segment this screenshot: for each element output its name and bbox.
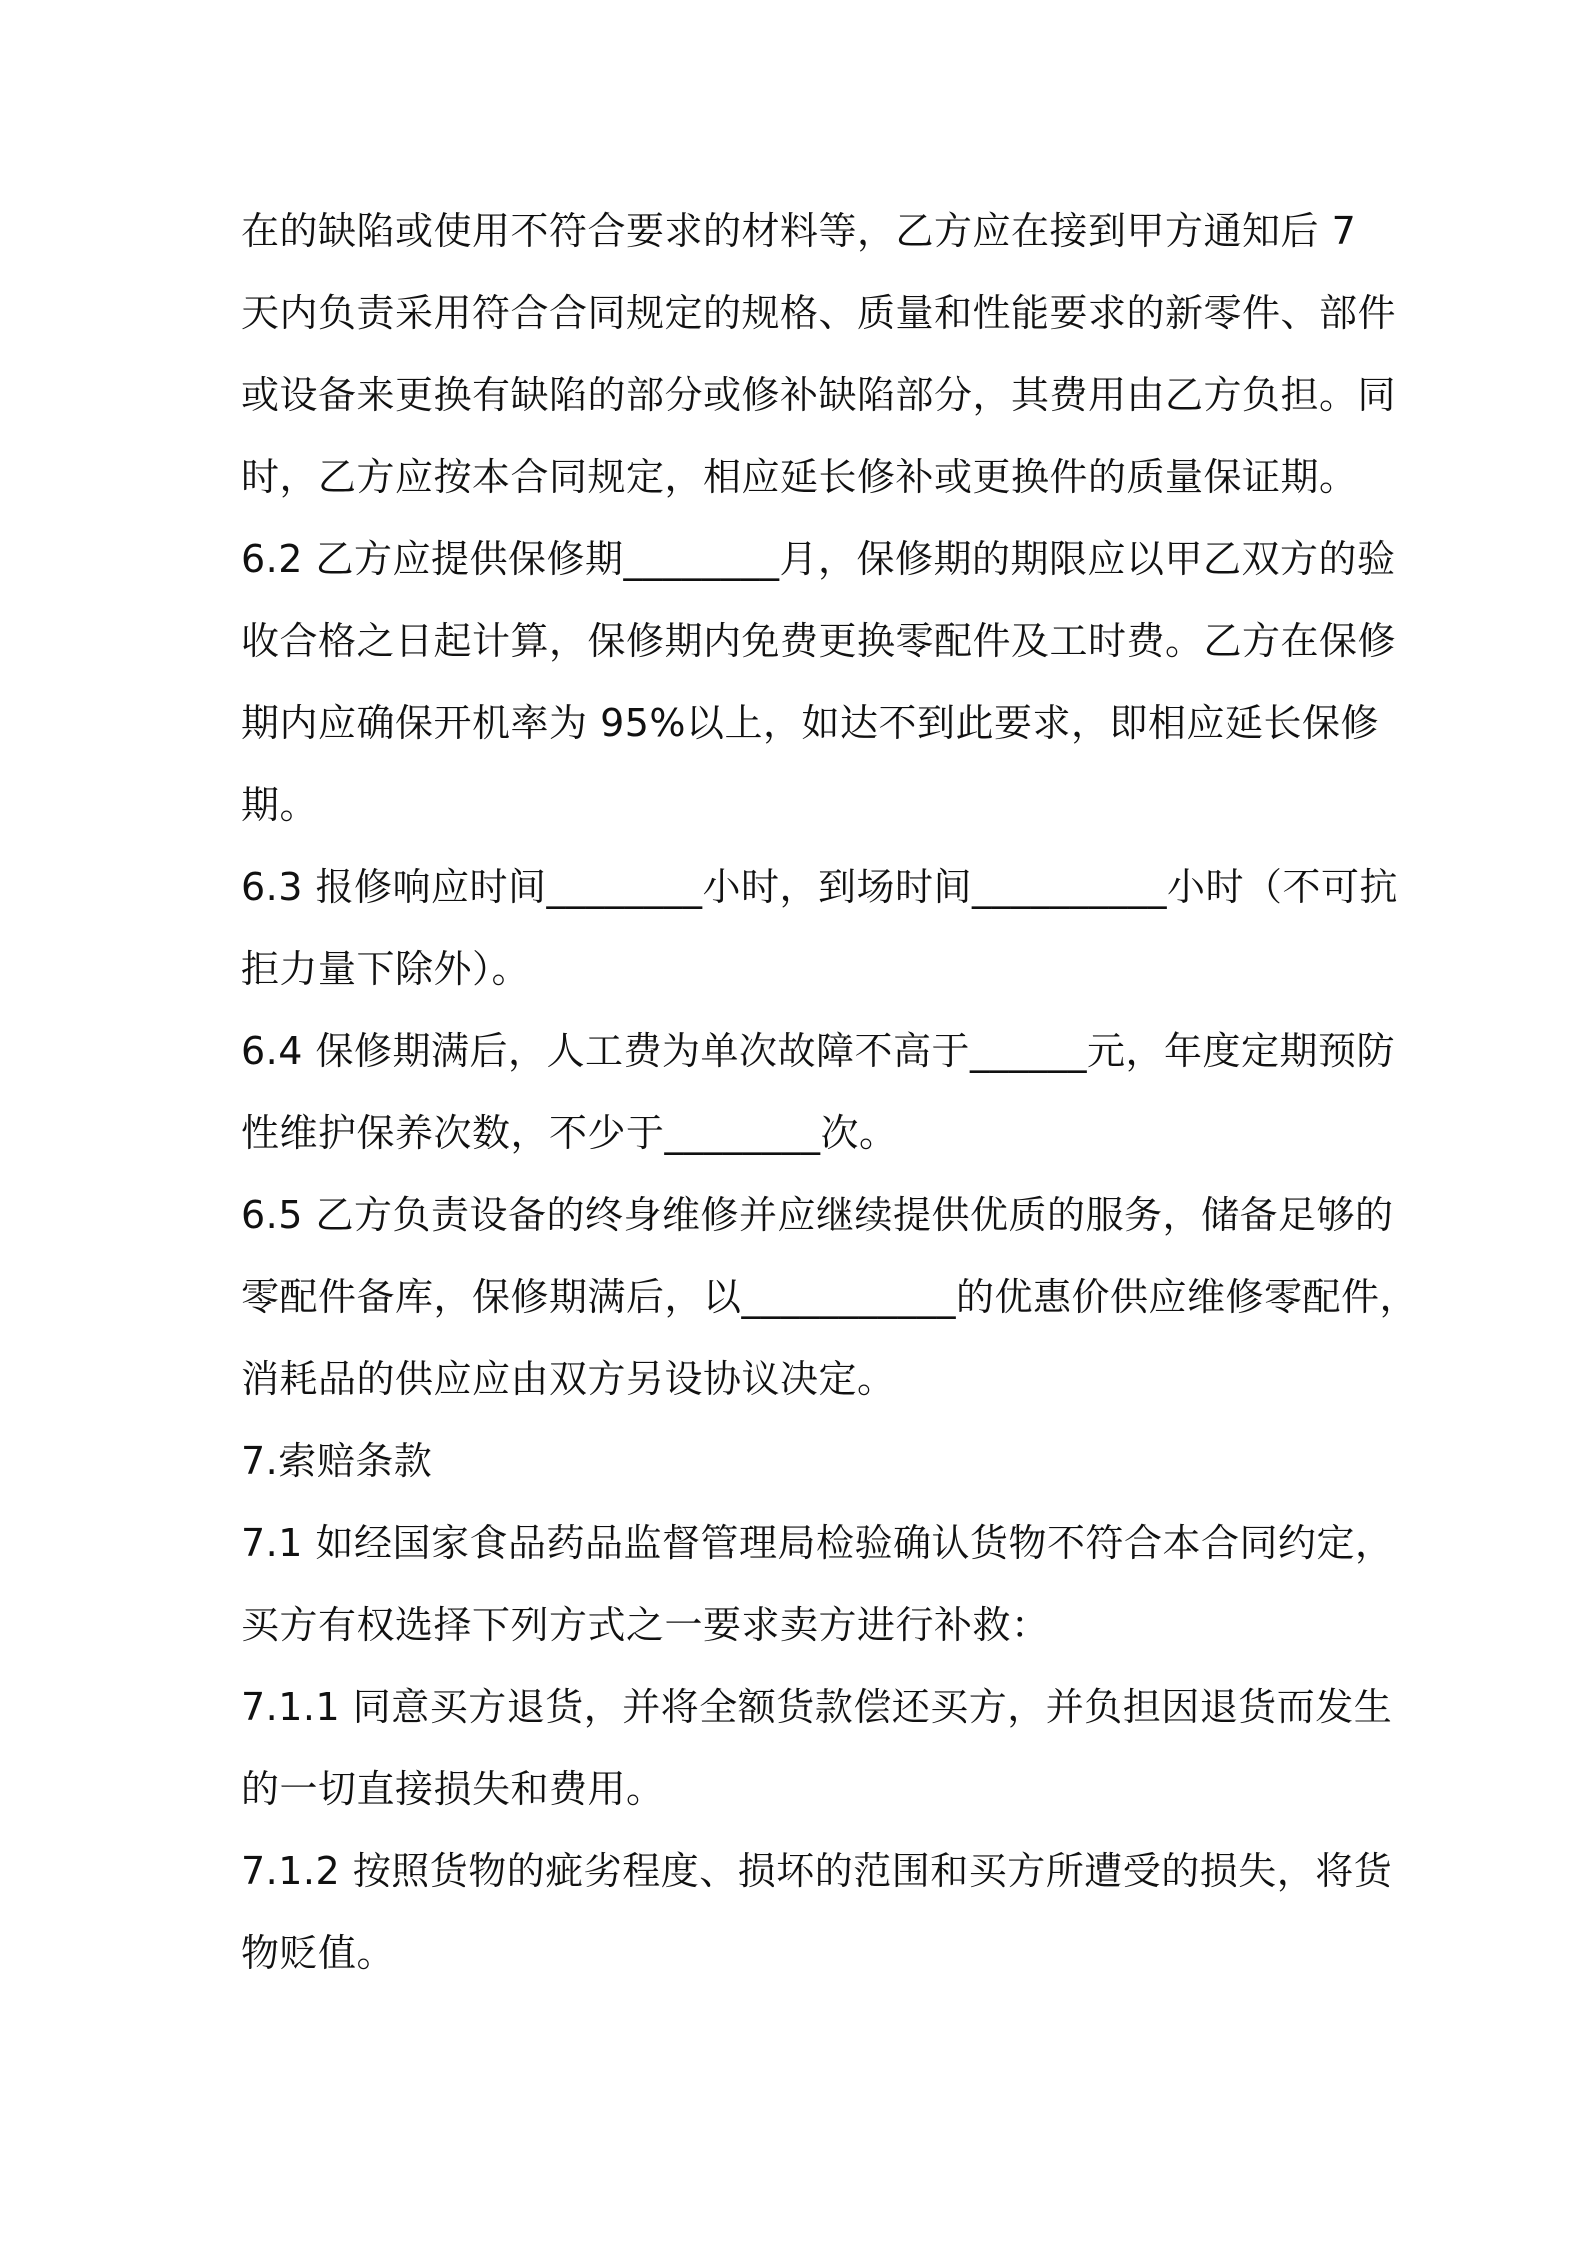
clause-6-5: 6.5 乙方负责设备的终身维修并应继续提供优质的服务，储备足够的	[241, 1193, 1394, 1237]
clause-7-1: 7.1 如经国家食品药品监督管理局检验确认货物不符合本合同约定，	[241, 1521, 1394, 1565]
text-line: 收合格之日起计算，保修期内免费更换零配件及工时费。乙方在保修	[241, 619, 1397, 663]
clause-6-3: 6.3 报修响应时间________小时，到场时间__________小时（不可抗	[241, 865, 1399, 909]
text-line: 拒力量下除外）。	[241, 947, 531, 991]
text-line: 买方有权选择下列方式之一要求卖方进行补救：	[241, 1603, 1050, 1647]
text-line: 零配件备库，保修期满后，以___________的优惠价供应维修零配件，	[241, 1275, 1419, 1319]
text-line: 或设备来更换有缺陷的部分或修补缺陷部分，其费用由乙方负担。同	[241, 373, 1397, 417]
text-line: 天内负责采用符合合同规定的规格、质量和性能要求的新零件、部件	[241, 291, 1397, 335]
text-line: 期。	[241, 783, 319, 827]
text-line: 期内应确保开机率为 95%以上，如达不到此要求，即相应延长保修	[241, 701, 1380, 745]
text-line: 物贬值。	[241, 1931, 396, 1975]
clause-6-2: 6.2 乙方应提供保修期________月，保修期的期限应以甲乙双方的验	[241, 537, 1396, 581]
text-line: 的一切直接损失和费用。	[241, 1767, 665, 1811]
clause-6-4: 6.4 保修期满后，人工费为单次故障不高于______元，年度定期预防	[241, 1029, 1396, 1073]
text-line: 在的缺陷或使用不符合要求的材料等，乙方应在接到甲方通知后 7	[241, 209, 1357, 253]
clause-7-1-1: 7.1.1 同意买方退货，并将全额货款偿还买方，并负担因退货而发生	[241, 1685, 1393, 1729]
clause-7-1-2: 7.1.2 按照货物的疵劣程度、损坏的范围和买方所遭受的损失，将货	[241, 1849, 1393, 1893]
text-line: 性维护保养次数，不少于________次。	[241, 1111, 898, 1155]
text-line: 时，乙方应按本合同规定，相应延长修补或更换件的质量保证期。	[241, 455, 1358, 499]
text-line: 消耗品的供应应由双方另设协议决定。	[241, 1357, 896, 1401]
section-heading-7: 7.索赔条款	[241, 1439, 433, 1483]
